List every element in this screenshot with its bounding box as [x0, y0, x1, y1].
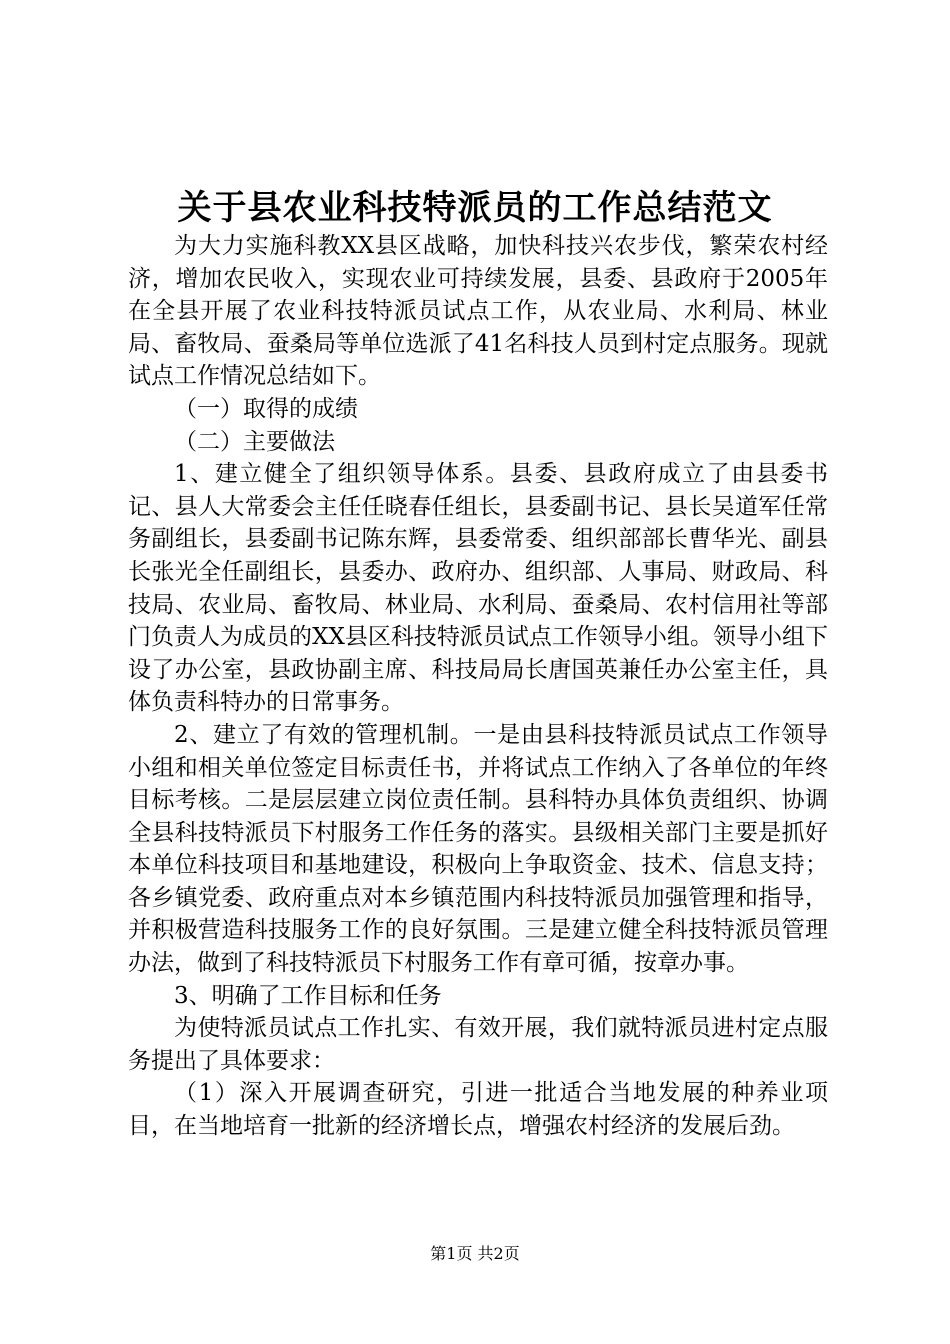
page-footer: 第1页 共2页	[430, 1244, 520, 1263]
paragraph-management: 2、建立了有效的管理机制。一是由县科技特派员试点工作领导小组和相关单位签定目标责任书，并将试点工作纳入了各单位的年终目标考核。二是层层建立岗位责任制。县科特办具体负责组织、协调全县科技特派员下村服务工作任务的落实。县级相关部门主要是抓好本单位科技项目和基地建设，积极向上争取资金、技术、信息支持；各乡镇党委、政府重点对本乡镇范围内科技特派员加强管理和指导，并积极营造科技服务工作的良好氛围。三是建立健全科技特派员管理办法，做到了科技特派员下村服务工作有章可循，按章办事。	[128, 721, 828, 977]
paragraph-intro: 为大力实施科教XX县区战略，加快科技兴农步伐，繁荣农村经济，增加农民收入，实现农业可持续发展，县委、县政府于2005年在全县开展了农业科技特派员试点工作，从农业局、水利局、林业局、畜牧局、蚕桑局等单位选派了41名科技人员到村定点服务。现就试点工作情况总结如下。	[128, 233, 828, 390]
document-title: 关于县农业科技特派员的工作总结范文	[177, 188, 773, 228]
heading-goals: 3、明确了工作目标和任务	[174, 982, 442, 1009]
document-body	[128, 230, 828, 1143]
heading-methods: （二）主要做法	[174, 428, 335, 455]
paragraph-requirements: 为使特派员试点工作扎实、有效开展，我们就特派员进村定点服务提出了具体要求：	[128, 1015, 828, 1074]
heading-achievements: （一）取得的成绩	[174, 395, 358, 422]
paragraph-organization: 1、建立健全了组织领导体系。县委、县政府成立了由县委书记、县人大常委会主任任晓春任组长，县委副书记、县长吴道军任常务副组长，县委副书记陈东辉，县委常委、组织部部长曹华光、副县长张光全任副组长，县委办、政府办、组织部、人事局、财政局、科技局、农业局、畜牧局、林业局、水利局、蚕桑局、农村信用社等部门负责人为成员的XX县区科技特派员试点工作领导小组。领导小组下设了办公室，县政协副主席、科技局局长唐国英兼任办公室主任，具体负责科特办的日常事务。	[128, 461, 828, 716]
paragraph-item-1: （1）深入开展调查研究，引进一批适合当地发展的种养业项目，在当地培育一批新的经济增长点，增强农村经济的发展后劲。	[128, 1080, 828, 1140]
